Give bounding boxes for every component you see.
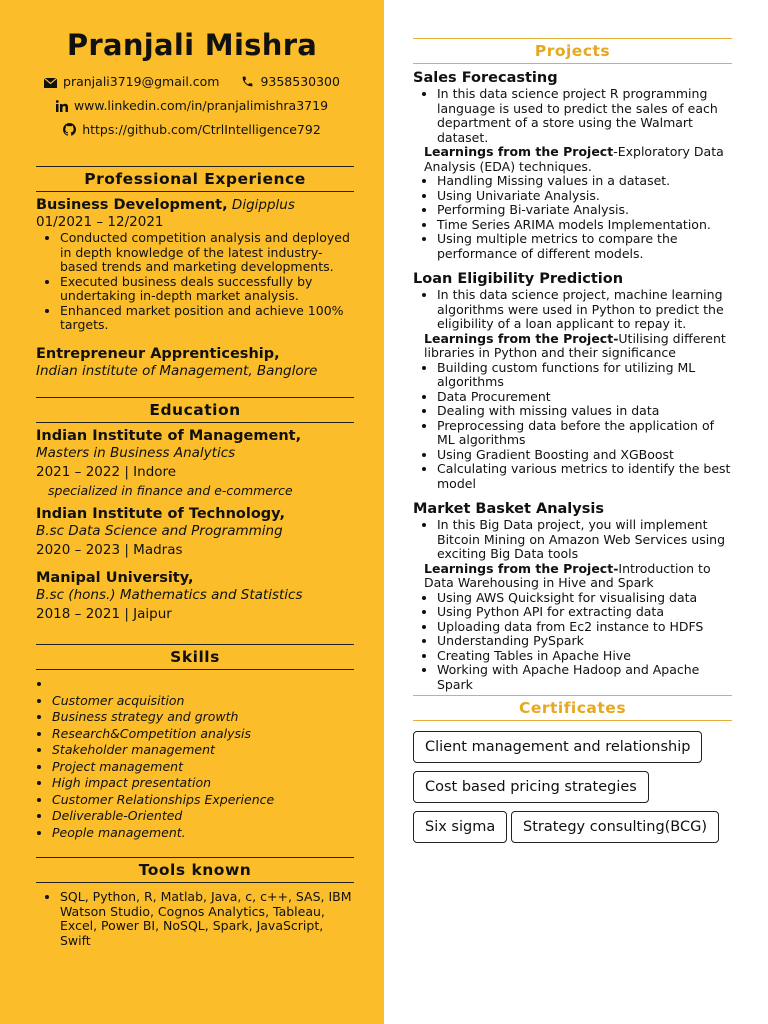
project-bullets <box>413 361 735 492</box>
list-item: • Using Python API for extracting data <box>437 605 735 620</box>
project-title: Market Basket Analysis <box>413 501 604 517</box>
education-meta: 2020 – 2023 | Madras <box>36 542 183 558</box>
list-item: • Using AWS Quicksight for visualising data <box>437 591 735 606</box>
section-heading-tools: Tools known <box>36 857 354 883</box>
list-item <box>52 676 354 693</box>
job-company: Digipplus <box>231 197 295 213</box>
school-name: Manipal University, <box>36 570 194 586</box>
job-company: Indian institute of Management, Banglore <box>36 363 318 379</box>
section-heading-experience: Professional Experience <box>36 166 354 192</box>
education-item-3 <box>36 570 354 623</box>
list-item: • Conducted competition analysis and deployed in depth knowledge of the latest industry-based trends and marketing developments. <box>60 231 354 275</box>
certificate-tag: Six sigma <box>413 811 507 843</box>
linkedin-link[interactable]: www.linkedin.com/in/pranjalimishra3719 <box>73 98 329 113</box>
project-intro-list <box>413 518 735 562</box>
project-learnings <box>424 562 735 591</box>
section-heading-certificates: Certificates <box>413 695 732 721</box>
list-item: • Customer acquisition <box>52 693 354 710</box>
job-title: Business Development, <box>36 197 228 213</box>
list-item: • Stakeholder management <box>52 742 354 759</box>
section-heading-projects: Projects <box>413 38 732 64</box>
project-learnings <box>424 332 735 361</box>
list-item: • Preprocessing data before the application of ML algorithms <box>437 419 735 448</box>
education-item-1 <box>36 428 354 499</box>
list-item: • Deliverable-Oriented <box>52 808 354 825</box>
project-bullets <box>413 591 735 693</box>
job-title: Entrepreneur Apprenticeship, <box>36 346 280 362</box>
school-name: Indian Institute of Management, <box>36 428 302 444</box>
education-note: specialized in finance and e-commerce <box>48 483 293 498</box>
list-item: • Uploading data from Ec2 instance to HDFS <box>437 620 735 635</box>
list-item: • Project management <box>52 759 354 776</box>
job-bullets <box>36 231 354 333</box>
education-meta: 2021 – 2022 | Indore <box>36 464 177 480</box>
project-intro-list <box>413 87 735 145</box>
list-item: • Handling Missing values in a dataset. <box>437 174 735 189</box>
project-intro: • In this Big Data project, you will implement Bitcoin Mining on Amazon Web Services using exciting Big Data tools <box>437 518 735 562</box>
project-title: Sales Forecasting <box>413 70 558 86</box>
education-meta: 2018 – 2021 | Jaipur <box>36 606 172 622</box>
list-item: • Using Univariate Analysis. <box>437 189 735 204</box>
linkedin-icon <box>56 98 74 113</box>
project-market-basket <box>413 501 735 692</box>
tools-list <box>36 890 354 948</box>
list-item: • Performing Bi-variate Analysis. <box>437 203 735 218</box>
degree: Masters in Business Analytics <box>36 445 236 461</box>
list-item: • High impact presentation <box>52 775 354 792</box>
section-heading-skills: Skills <box>36 644 354 670</box>
learnings-label: Learnings from the Project <box>424 144 614 159</box>
contact-row-2 <box>0 98 384 114</box>
list-item: • Business strategy and growth <box>52 709 354 726</box>
list-item: • Understanding PySpark <box>437 634 735 649</box>
github-icon <box>63 122 82 137</box>
learnings-text: -Exploratory Data Analysis (EDA) techniques. <box>424 144 724 174</box>
certificate-tag: Client management and relationship <box>413 731 702 763</box>
list-item: • Research&Competition analysis <box>52 726 354 743</box>
certificate-tag: Cost based pricing strategies <box>413 771 649 803</box>
list-item: • People management. <box>52 825 354 842</box>
list-item: • Customer Relationships Experience <box>52 792 354 809</box>
job-1 <box>36 197 354 333</box>
education-item-2 <box>36 506 354 559</box>
section-heading-education: Education <box>36 397 354 423</box>
list-item: • Time Series ARIMA models Implementation. <box>437 218 735 233</box>
tools-wrap <box>36 890 354 948</box>
project-intro: • In this data science project, machine learning algorithms were used in Python to predict the eligibility of a loan applicant to repay it. <box>437 288 735 332</box>
list-item: • Using multiple metrics to compare the performance of different models. <box>437 232 735 261</box>
phone-number[interactable]: 9358530300 <box>260 74 340 89</box>
list-item: • Working with Apache Hadoop and Apache Spark <box>437 663 735 692</box>
list-item: • Using Gradient Boosting and XGBoost <box>437 448 735 463</box>
school-name: Indian Institute of Technology, <box>36 506 286 522</box>
job-2 <box>36 346 354 380</box>
list-item: • Creating Tables in Apache Hive <box>437 649 735 664</box>
degree: B.sc (hons.) Mathematics and Statistics <box>36 587 303 603</box>
project-intro-list <box>413 288 735 332</box>
tools-text: • SQL, Python, R, Matlab, Java, c, c++, SAS, IBM Watson Studio, Cognos Analytics, Tableau, Excel, Power BI, NoSQL, Spark, JavaScript, Swift <box>60 890 354 948</box>
list-item: • Data Procurement <box>437 390 735 405</box>
project-title: Loan Eligibility Prediction <box>413 271 624 287</box>
project-sales-forecasting <box>413 70 735 261</box>
project-intro: • In this data science project R programming language is used to predict the sales of each department of a store using the Walmart dataset. <box>437 87 735 145</box>
phone-icon <box>241 74 260 89</box>
learnings-text: Utilising different libraries in Python and their significance <box>424 330 726 360</box>
list-item: • Dealing with missing values in data <box>437 404 735 419</box>
learnings-label: Learnings from the Project- <box>424 330 619 346</box>
certificate-tag: Strategy consulting(BCG) <box>511 811 719 843</box>
learnings-label: Learnings from the Project- <box>424 560 619 576</box>
list-item: • Executed business deals successfully by undertaking in-depth market analysis. <box>60 275 354 304</box>
learnings-text: Introduction to Data Warehousing in Hive and Spark <box>424 560 711 590</box>
skills-list <box>36 676 354 841</box>
project-learnings <box>424 145 735 174</box>
degree: B.sc Data Science and Programming <box>36 523 283 539</box>
candidate-name: Pranjali Mishra <box>66 28 318 62</box>
list-item: • Enhanced market position and achieve 100% targets. <box>60 304 354 333</box>
job-dates: 01/2021 – 12/2021 <box>36 214 164 230</box>
contact-row-3 <box>0 122 384 138</box>
project-bullets <box>413 174 735 261</box>
github-link[interactable]: https://github.com/CtrlIntelligence792 <box>82 122 321 137</box>
list-item: • Calculating various metrics to identify the best model <box>437 462 735 491</box>
email-link[interactable]: pranjali3719@gmail.com <box>63 74 220 89</box>
skills-list-wrap <box>36 676 354 841</box>
contact-row-1 <box>0 74 384 90</box>
email-icon <box>44 74 63 89</box>
project-loan-eligibility <box>413 271 735 491</box>
list-item: • Building custom functions for utilizing ML algorithms <box>437 361 735 390</box>
